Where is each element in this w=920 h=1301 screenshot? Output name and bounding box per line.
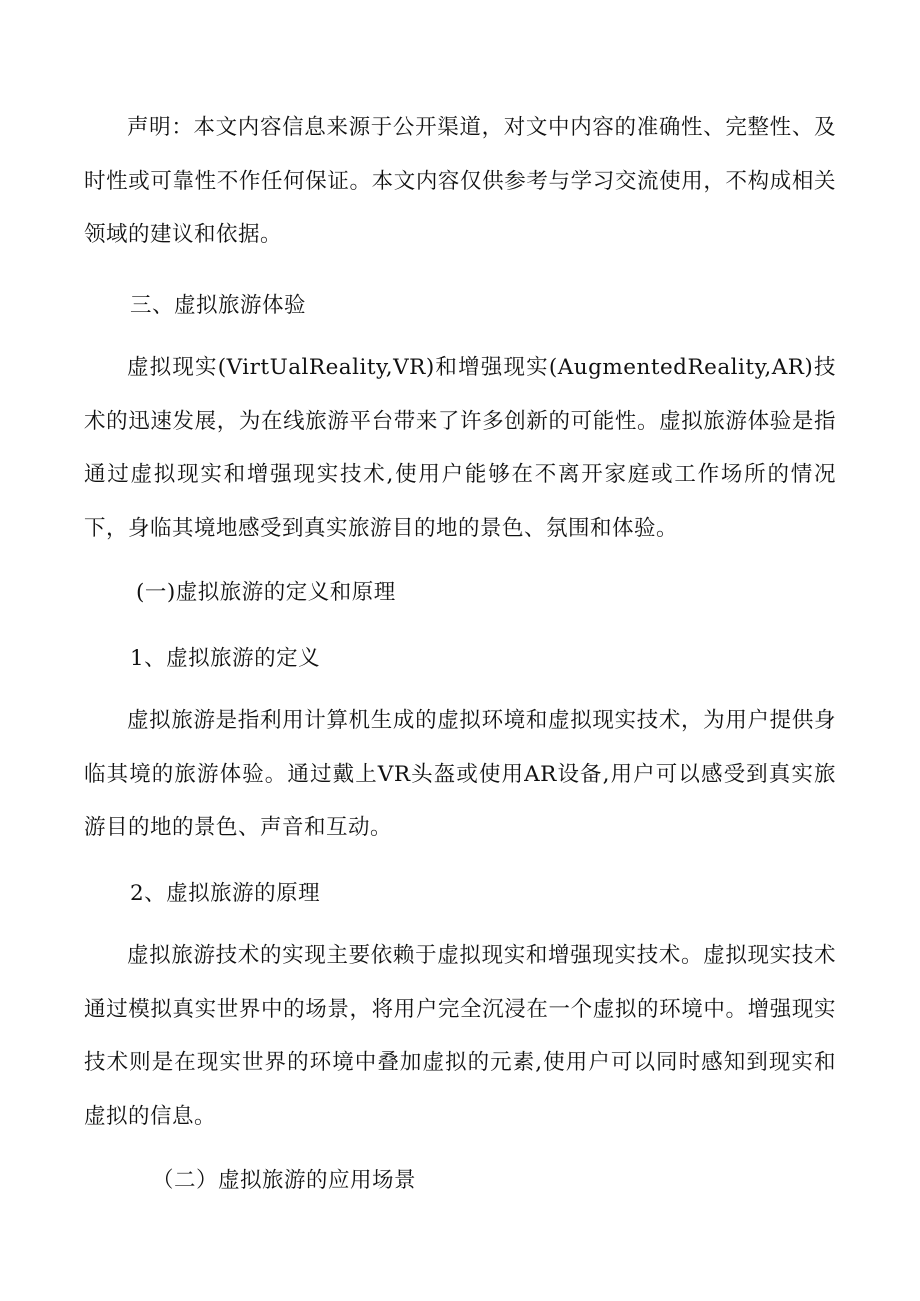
disclaimer-paragraph: 声明：本文内容信息来源于公开渠道，对文中内容的准确性、完整性、及时性或可靠性不作任何保证。本文内容仅供参考与学习交流使用，不构成相关领域的建议和依据。: [84, 115, 836, 247]
item-heading: 1、虚拟旅游的定义: [130, 646, 321, 671]
principle-paragraph: 虚拟旅游技术的实现主要依赖于虚拟现实和增强现实技术。虚拟现实技术通过模拟真实世界中的场景，将用户完全沉浸在一个虚拟的环境中。增强现实技术则是在现实世界的环境中叠加虚拟的元素,使用户可以同时感知到现实和虚拟的信息。: [84, 943, 836, 1129]
subsection-heading: （二）虚拟旅游的应用场景: [152, 1168, 417, 1193]
section-heading: 三、虚拟旅游体验: [130, 293, 307, 318]
item-heading: 2、虚拟旅游的原理: [130, 881, 321, 906]
intro-paragraph: 虚拟现实(VirtUalReality,VR)和增强现实(AugmentedReality,AR)技术的迅速发展，为在线旅游平台带来了许多创新的可能性。虚拟旅游体验是指通过虚拟现实和增强现实技术,使用户能够在不离开家庭或工作场所的情况下，身临其境地感受到真实旅游目的地的景色、氛围和体验。: [84, 355, 836, 541]
definition-paragraph: 虚拟旅游是指利用计算机生成的虚拟环境和虚拟现实技术，为用户提供身临其境的旅游体验。通过戴上VR头盔或使用AR设备,用户可以感受到真实旅游目的地的景色、声音和互动。: [84, 708, 836, 840]
subsection-heading: (一)虚拟旅游的定义和原理: [136, 580, 396, 605]
